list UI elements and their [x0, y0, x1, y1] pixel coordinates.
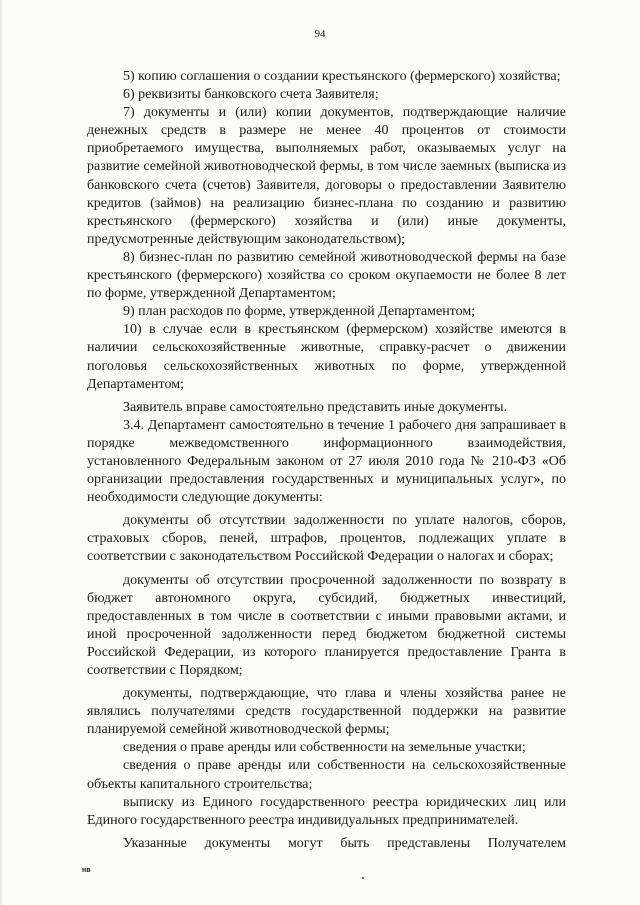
paragraph-item-9: 9) план расходов по форме, утвержденной Департаментом; — [123, 304, 476, 320]
footer-mark: нв — [82, 867, 91, 874]
paragraph-section-3-4: 3.4. Департамент самостоятельно в течение 1 рабочего дня запрашивает в порядке межведомственного информационного взаимодействия, установленного Федеральным законом от 27 июля 2010 года № 210-ФЗ «Об организации предоставления государственных и муниципальных услуг», по необходимости следующие документы: — [87, 417, 566, 506]
paragraph-item-8: 8) бизнес-план по развитию семейной животноводческой фермы на базе крестьянского (фермерского) хозяйства со сроком окупаемости не более 8 лет по форме, утвержденной Департаментом; — [87, 249, 566, 302]
paragraph-budget-debt: документы об отсутствии просроченной задолженности по возврату в бюджет автономного округа, субсидий, бюджетных инвестиций, предоставленных в том числе в соответствии с иными правовыми актами, и иной просроченной задолженности перед бюджетом бюджетной системы Российской Федерации, из которого планируется предоставление Гранта в соответствии с Порядком; — [87, 572, 566, 678]
page-number: 94 — [314, 28, 326, 40]
paragraph-registry-extract: выписку из Единого государственного реестра юридических лиц или Единого государственного реестра индивидуальных предпринимателей. — [87, 794, 566, 828]
paragraph-item-10: 10) в случае если в крестьянском (фермерском) хозяйстве имеются в наличии сельскохозяйственные животные, справку-расчет о движении поголовья сельскохозяйственных животных по форме, утвержденной Департаментом; — [87, 322, 566, 392]
paragraph-land-rights: сведения о праве аренды или собственности на земельные участки; — [123, 740, 526, 756]
scan-speck — [362, 877, 364, 879]
paragraph-building-rights: сведения о праве аренды или собственности на сельскохозяйственные объекты капитального строительства; — [87, 758, 566, 792]
paragraph-item-5: 5) копию соглашения о создании крестьянского (фермерского) хозяйства; — [123, 69, 561, 84]
paragraph-other-documents: Заявитель вправе самостоятельно представить иные документы. — [123, 399, 508, 415]
document-body — [87, 68, 566, 853]
paragraph-item-7: 7) документы и (или) копии документов, подтверждающие наличие денежных средств в размере не менее 40 процентов от стоимости приобретаемого имущества, выполняемых работ, оказываемых услуг на развитие семейной животноводческой фермы, в том числе заемных (выписка из банковского счета (счетов) Заявителя, договоры о предоставлении Заявителю кредитов (займов) на реализацию бизнес-плана по созданию и развитию крестьянского (фермерского) хозяйства и (или) иные документы, предусмотренные действующим законодательством); — [87, 105, 566, 247]
paragraph-prior-support: документы, подтверждающие, что глава и члены хозяйства ранее не являлись получателями средств государственной поддержки на развитие планируемой семейной животноводческой фермы; — [87, 686, 566, 738]
scan-edge — [0, 0, 3, 905]
paragraph-documents-submitted: Указанные документы могут быть представлены Получателем — [123, 835, 566, 851]
paragraph-tax-debt: документы об отсутствии задолженности по уплате налогов, сборов, страховых сборов, пеней, штрафов, процентов, подлежащих уплате в соответствии с законодательством Российской Федерации о налогах и сборах; — [87, 513, 566, 565]
paragraph-item-6: 6) реквизиты банковского счета Заявителя; — [123, 87, 379, 103]
